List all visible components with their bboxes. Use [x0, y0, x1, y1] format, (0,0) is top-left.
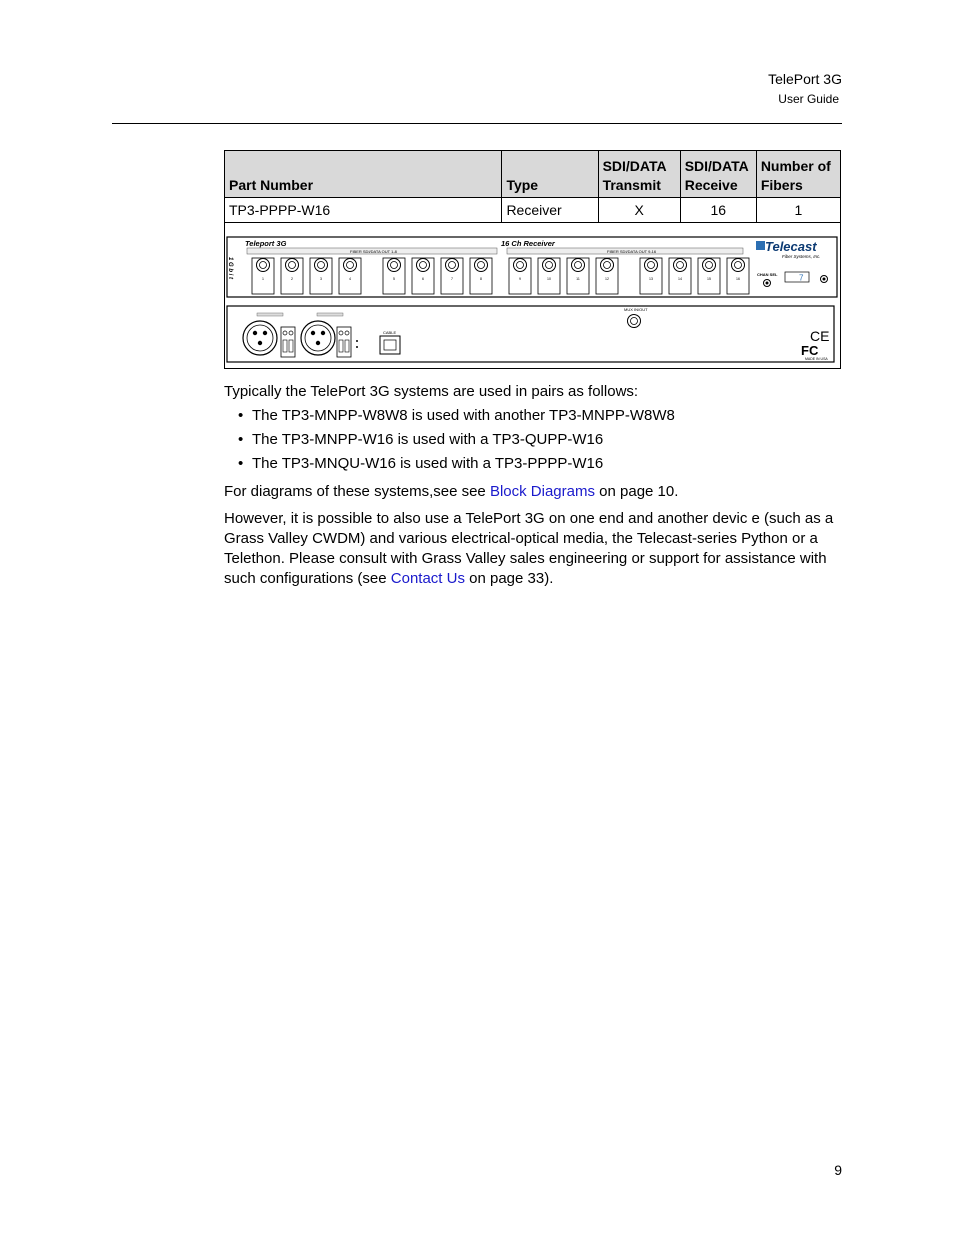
- col-header-part-number: Part Number: [225, 151, 502, 198]
- brand-logo-icon: [756, 241, 765, 250]
- port-number-label: 15: [707, 277, 711, 281]
- front-side-text: 1 G b i t: [227, 257, 233, 280]
- bullet-icon: •: [238, 407, 244, 424]
- fiber-port-icon: [640, 258, 662, 294]
- port-number-label: 1: [262, 277, 264, 281]
- port-number-label: 8: [480, 277, 482, 281]
- channel-display-value: 7: [799, 273, 804, 283]
- port-number-label: 6: [422, 277, 424, 281]
- channel-display: [785, 272, 809, 282]
- cell-type: Receiver: [502, 198, 598, 223]
- fiber-label-a: FIBER SDI/DATA OUT 1-8: [350, 249, 397, 254]
- port-number-label: 12: [605, 277, 609, 281]
- fiber-port-icon: [470, 258, 492, 294]
- block-diagrams-link[interactable]: Block Diagrams: [489, 483, 595, 500]
- fiber-port-icon: [669, 258, 691, 294]
- fc-mark: FC: [801, 343, 819, 358]
- port-number-label: 3: [320, 277, 322, 281]
- page-number: 9: [834, 1162, 842, 1178]
- col-header-type: Type: [502, 151, 598, 198]
- parts-table: [224, 150, 841, 223]
- port-number-label: 13: [649, 277, 653, 281]
- front-model-desc: 16 Ch Receiver: [501, 239, 555, 248]
- port-number-label: 11: [576, 277, 580, 281]
- cable-label: CABLE: [383, 330, 397, 335]
- table-row: [225, 198, 841, 223]
- port-number-label: 7: [451, 277, 453, 281]
- fiber-port-icon: [252, 258, 274, 294]
- diagrams-paragraph: For diagrams of these systems,see see Block Diagrams on page 10.: [224, 483, 679, 500]
- chan-sel-label: CHAN SEL: [757, 272, 778, 277]
- fiber-port-icon: [441, 258, 463, 294]
- brand-subtitle: Fiber Systems, Inc.: [782, 254, 821, 259]
- header-subtitle: User Guide: [778, 92, 839, 106]
- contact-us-link[interactable]: Contact Us: [390, 570, 465, 587]
- fiber-port-icon: [509, 258, 531, 294]
- port-number-label: 2: [291, 277, 293, 281]
- panel-illustration: [225, 223, 840, 368]
- fiber-port-icon: [538, 258, 560, 294]
- port-number-label: 9: [519, 277, 521, 281]
- port-number-label: 5: [393, 277, 395, 281]
- fiber-port-icon: [281, 258, 303, 294]
- cell-transmit: X: [598, 198, 680, 223]
- table-header-row: [225, 151, 841, 198]
- header-title: TelePort 3G: [768, 71, 842, 87]
- bullet-icon: •: [238, 431, 244, 448]
- list-item: • The TP3-MNPP-W16 is used with a TP3-QUPP-W16: [238, 431, 604, 448]
- consult-paragraph: However, it is possible to also use a TelePort 3G on one end and another devic e (such as a Grass Valley CWDM) and various electrical-optical media, the Telecast-series Python or a Telethon. Please consult with Grass Valley sales engineering or support for assistance with such configurations (see Contact Us on page 33).: [224, 510, 834, 587]
- fiber-port-icon: [383, 258, 405, 294]
- col-header-receive: SDI/DATA Receive: [680, 151, 756, 198]
- cell-part-number: TP3-PPPP-W16: [225, 198, 502, 223]
- bullet-icon: •: [238, 455, 244, 472]
- panel-image-cell: [224, 222, 841, 369]
- made-in-label: MADE IN USA: [805, 357, 828, 361]
- col-header-transmit: SDI/DATA Transmit: [598, 151, 680, 198]
- pairs-list: [224, 406, 675, 478]
- cell-receive: 16: [680, 198, 756, 223]
- fiber-port-icon: [698, 258, 720, 294]
- fiber-port-icon: [596, 258, 618, 294]
- port-number-label: 16: [736, 277, 740, 281]
- intro-text: Typically the TelePort 3G systems are used in pairs as follows:: [224, 383, 639, 400]
- ethernet-port-icon: [380, 336, 400, 354]
- brand-logo: Telecast: [765, 239, 817, 254]
- port-number-label: 10: [547, 277, 551, 281]
- col-header-fibers: Number of Fibers: [756, 151, 840, 198]
- fiber-port-icon: [310, 258, 332, 294]
- cell-fibers: 1: [756, 198, 840, 223]
- port-number-label: 4: [349, 277, 351, 281]
- ce-mark: CE: [810, 328, 830, 344]
- mux-label: MUX IN/OUT: [624, 307, 648, 312]
- front-model-label: Teleport 3G: [245, 239, 287, 248]
- port-number-label: 14: [678, 277, 682, 281]
- fiber-port-icon: [567, 258, 589, 294]
- header-rule: [112, 123, 842, 124]
- list-item: • The TP3-MNPP-W8W8 is used with another TP3-MNPP-W8W8: [238, 407, 675, 424]
- fiber-port-icon: [412, 258, 434, 294]
- list-item: • The TP3-MNQU-W16 is used with a TP3-PPPP-W16: [238, 455, 604, 472]
- fiber-port-icon: [339, 258, 361, 294]
- fiber-port-icon: [727, 258, 749, 294]
- fiber-label-b: FIBER SDI/DATA OUT 9-16: [607, 249, 657, 254]
